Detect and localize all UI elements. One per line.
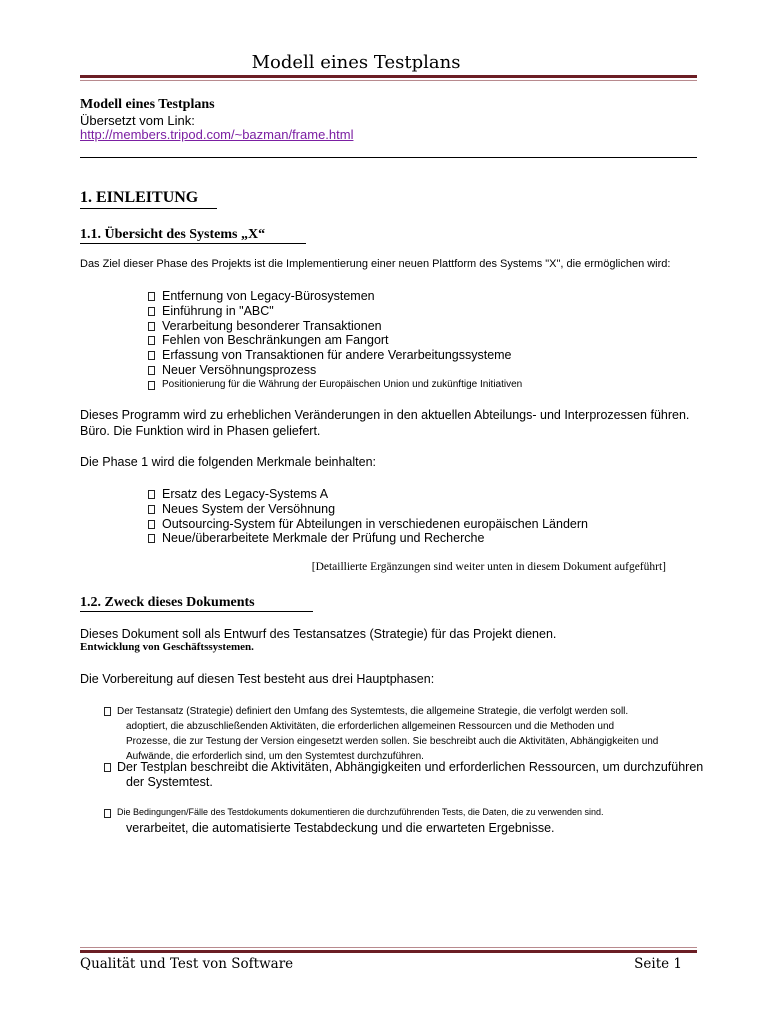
list-item: Outsourcing-System für Abteilungen in verschiedenen europäischen Ländern [148,517,588,532]
footer-rule-thin [80,947,697,948]
purpose-line1: Dieses Dokument soll als Entwurf des Testansatzes (Strategie) für das Projekt dienen. [80,627,557,641]
list-item: Einführung in "ABC" [148,304,522,319]
bullet-box-icon [104,809,111,818]
list-item: Ersatz des Legacy-Systems A [148,487,588,502]
list-item: Positionierung für die Währung der Europäischen Union und zukünftige Initiativen [148,378,522,393]
subsection-heading-purpose: 1.2. Zweck dieses Dokuments [80,595,313,612]
list-item: Neues System der Versöhnung [148,502,588,517]
bullet-box-icon [148,534,155,543]
program-paragraph-line2: Büro. Die Funktion wird in Phasen geliefert. [80,424,321,438]
list-item: Neuer Versöhnungsprozess [148,363,522,378]
phase-conditions-line2: verarbeitet, die automatisierte Testabdeckung und die erwarteten Ergebnisse. [126,821,555,835]
bullet-box-icon [148,292,155,301]
doc-title: Modell eines Testplans [80,97,215,112]
footer-title: Qualität und Test von Software [80,956,294,972]
bullet-box-icon [148,505,155,514]
strategy-line: Prozesse, die zur Testung der Version eingesetzt werden sollen. Sie beschreibt auch die Aktivitäten, Abhängigkeiten und [126,736,659,747]
bullet-box-icon [148,381,155,390]
list-item: Erfassung von Transaktionen für andere Verarbeitungssysteme [148,348,522,363]
bullet-box-icon [104,763,111,772]
subsection-heading-overview: 1.1. Übersicht des Systems „X“ [80,227,306,244]
bullet-box-icon [148,322,155,331]
testplan-line2: der Systemtest. [126,774,213,789]
bullet-box-icon [148,366,155,375]
list-item: Fehlen von Beschränkungen am Fangort [148,333,522,348]
purpose-line2: Entwicklung von Geschäftssystemen. [80,641,254,653]
details-note: [Detaillierte Ergänzungen sind weiter unten in diesem Dokument aufgeführt] [311,561,666,573]
phase-strategy-block [104,704,658,764]
bullet-box-icon [104,707,111,716]
strategy-line: Aufwände, die erforderlich sind, um den Systemtest durchzuführen. [126,751,424,762]
testplan-line1: Der Testplan beschreibt die Aktivitäten, Abhängigkeiten und erforderlichen Ressourcen, um durchzuführen [117,760,704,774]
phase1-intro: Die Phase 1 wird die folgenden Merkmale beinhalten: [80,455,377,469]
page-header-title: Modell eines Testplans [251,52,461,73]
program-paragraph-line1: Dieses Programm wird zu erheblichen Veränderungen in den aktuellen Abteilungs- und Interprozessen führen. [80,408,690,422]
header-rule-thin [80,80,697,81]
overview-intro: Das Ziel dieser Phase des Projekts ist die Implementierung einer neuen Plattform des Systems "X", die ermöglichen wird: [80,258,671,270]
section-heading-einleitung: 1. EINLEITUNG [80,189,217,209]
bullet-box-icon [148,520,155,529]
goals-list [148,289,522,393]
list-item: Entfernung von Legacy-Bürosystemen [148,289,522,304]
strategy-line: adoptiert, die abzuschließenden Aktivitäten, die erforderlichen allgemeinen Ressourcen und die Methoden und [126,721,615,732]
phase1-features-list [148,487,588,546]
prep-intro: Die Vorbereitung auf diesen Test besteht aus drei Hauptphasen: [80,672,435,686]
strategy-line: Der Testansatz (Strategie) definiert den Umfang des Systemtests, die allgemeine Strategie, die verfolgt werden soll. [117,706,629,717]
phase-conditions-line1: Die Bedingungen/Fälle des Testdokuments dokumentieren die durchzuführenden Tests, die Daten, die zu verwenden sind. [104,807,603,817]
bullet-box-icon [148,490,155,499]
page-number: Seite 1 [634,956,682,972]
list-item: Neue/überarbeitete Merkmale der Prüfung und Recherche [148,531,588,546]
bullet-box-icon [148,307,155,316]
footer-rule [80,950,697,953]
header-rule [80,75,697,78]
bullet-box-icon [148,351,155,360]
phase-testplan-block [104,760,703,789]
list-item: Verarbeitung besonderer Transaktionen [148,319,522,334]
bullet-box-icon [148,336,155,345]
translated-from-label: Übersetzt vom Link: [80,113,195,128]
intro-divider [80,157,697,158]
source-link[interactable]: http://members.tripod.com/~bazman/frame.html [80,127,354,142]
